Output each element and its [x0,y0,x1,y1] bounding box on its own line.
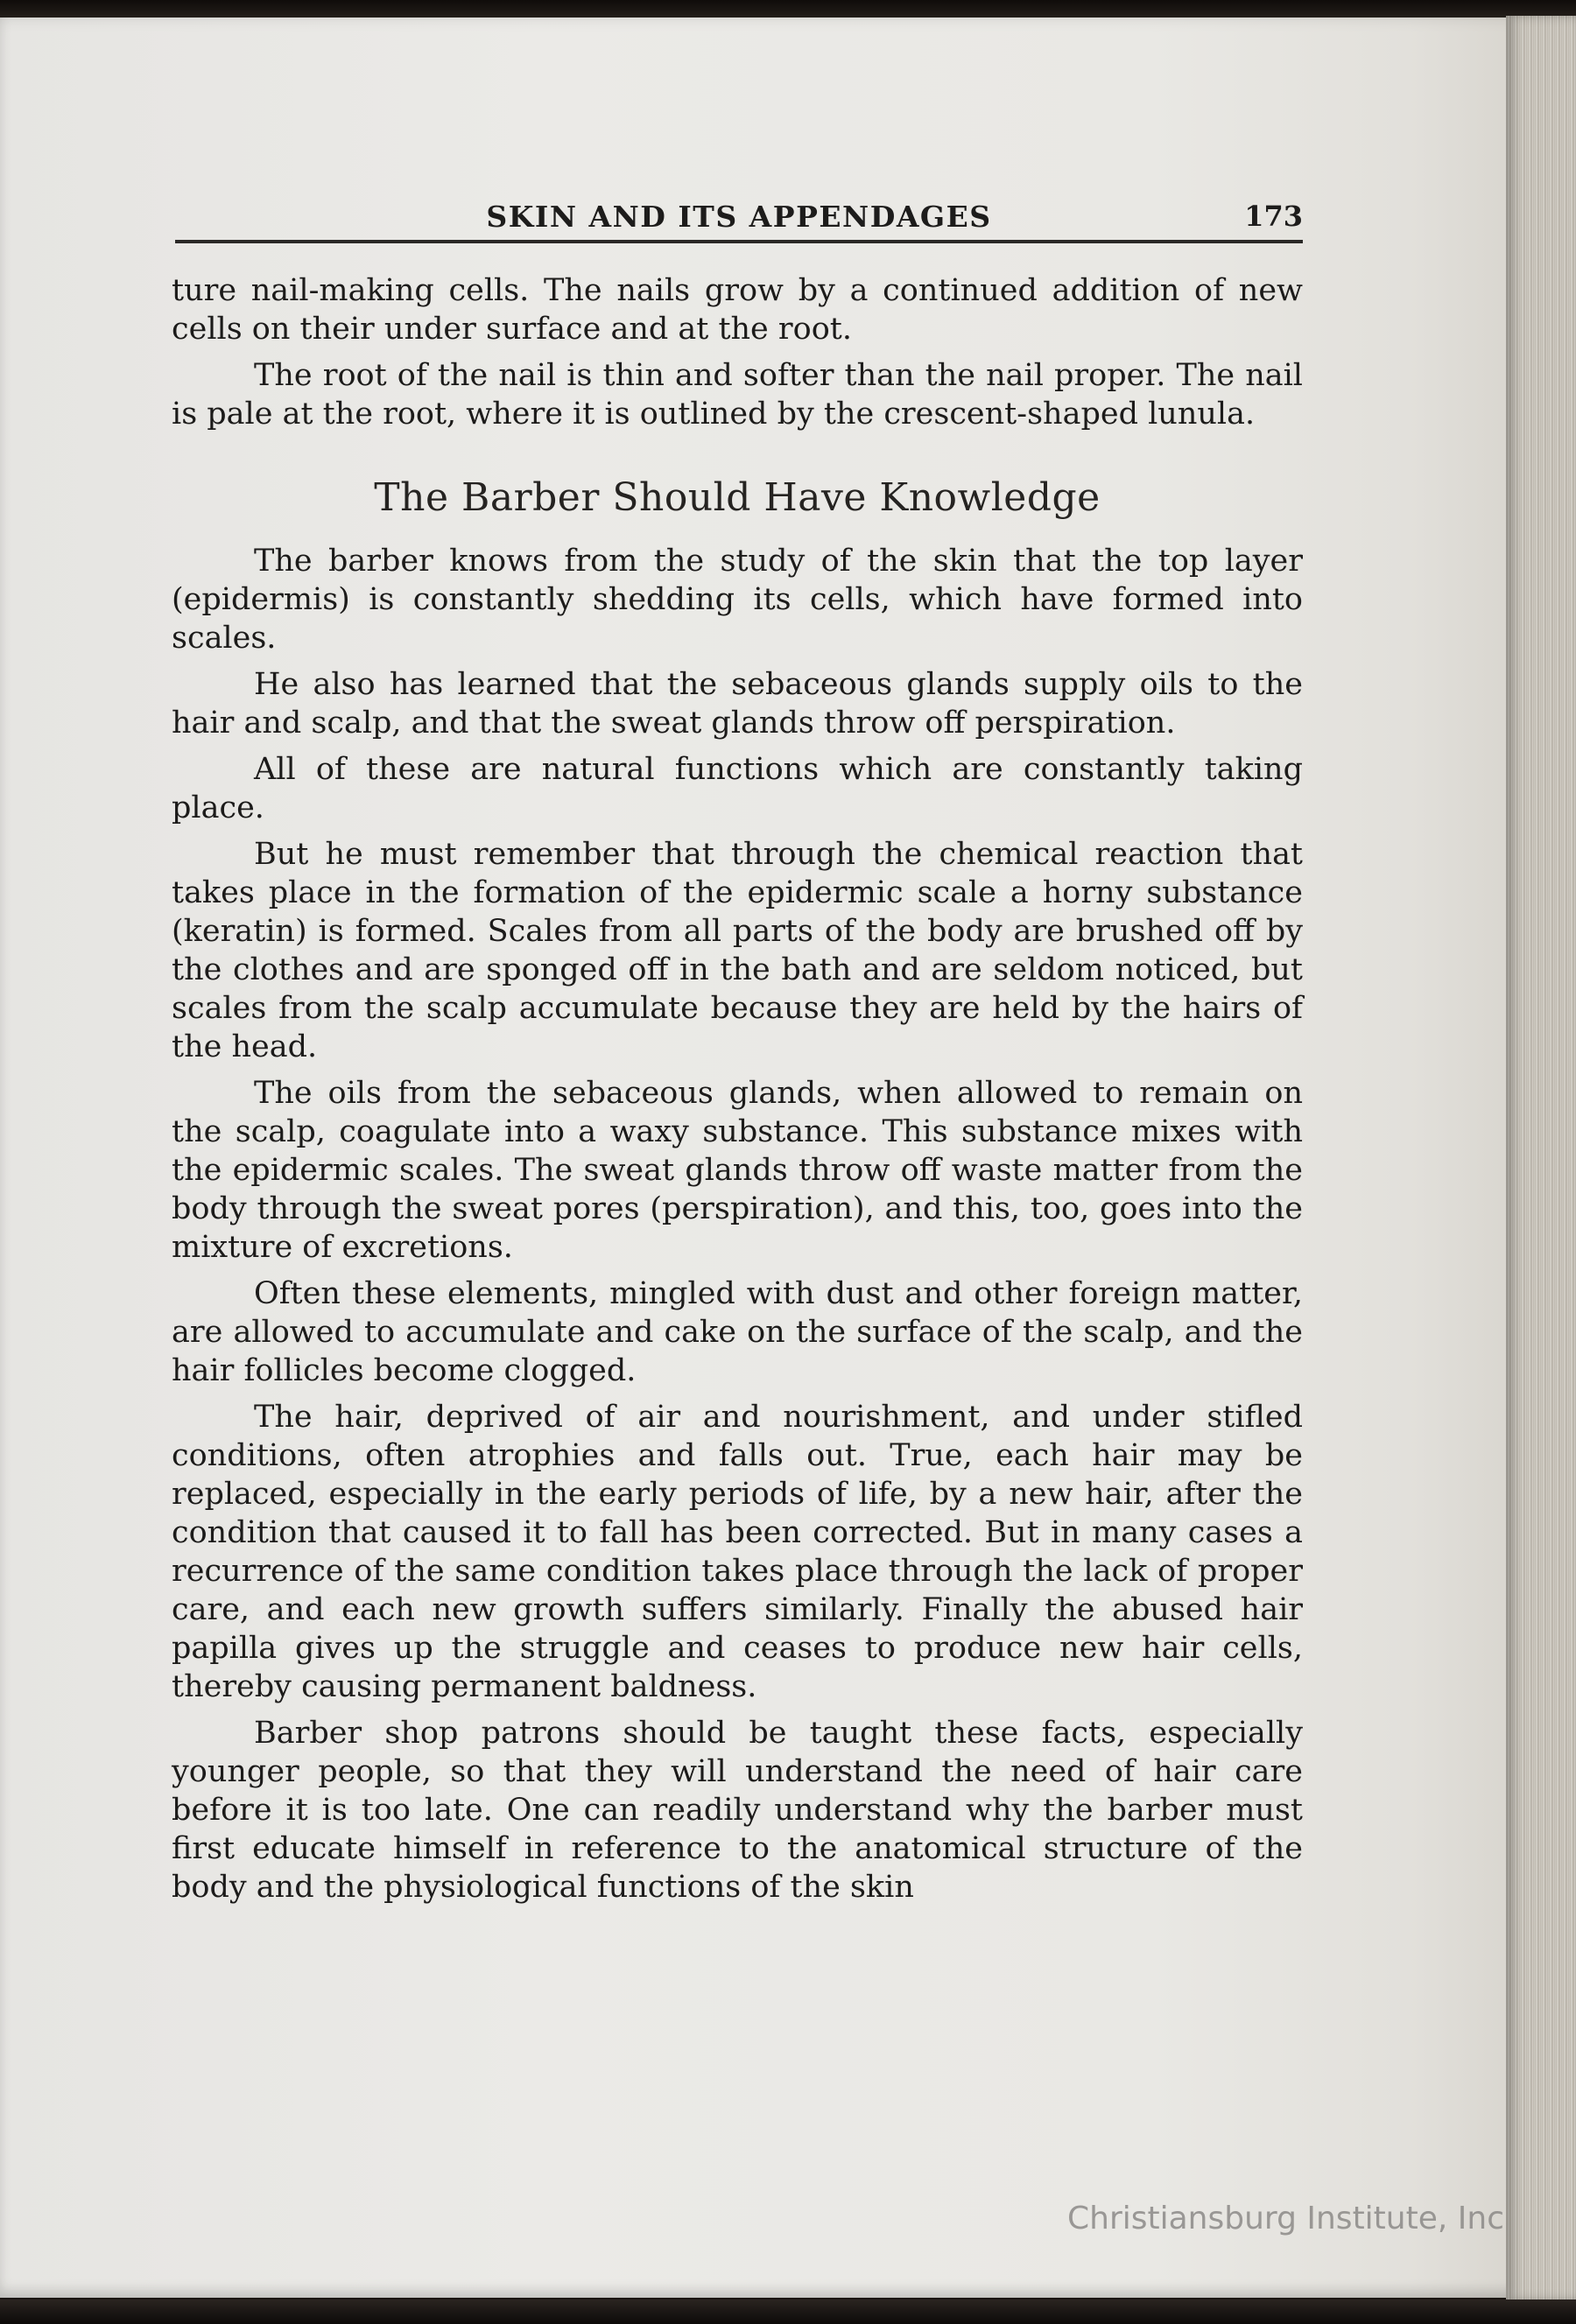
watermark: Christiansburg Institute, Inc [1066,2201,1504,2236]
stacked-page-edges [1506,16,1576,2300]
paragraph: Barber shop patrons should be taught these facts, especially younger people, so that they will understand the need of hair care before it is too late. One can readily understand why the barber must first educate himself in reference to the anatomical structure of the body and the physiological functions of the skin [172,1716,1303,1905]
body-text [172,271,1303,1914]
page-number: 173 [1244,200,1303,233]
section-heading: The Barber Should Have Knowledge [374,475,1101,520]
paragraph: ture nail-making cells. The nails grow by a continued addition of new cells on their under surface and at the root. [172,273,1303,347]
paragraph: He also has learned that the sebaceous glands supply oils to the hair and scalp, and that the sweat glands throw off perspiration. [172,667,1303,741]
paragraph: But he must remember that through the chemical reaction that takes place in the formation of the epidermic scale a horny substance (keratin) is formed. Scales from all parts of the body are brushed off by the clothes and are sponged off in the bath and are seldom noticed, but scales from the scalp accumulate because they are held by the hairs of the head. [172,837,1303,1064]
running-head [175,200,1303,242]
paragraph: All of these are natural functions which are constantly taking place. [172,752,1303,825]
paragraph: The hair, deprived of air and nourishment, and under stifled conditions, often atrophies and falls out. True, each hair may be replaced, especially in the early periods of life, by a new hair, after the condition that caused it to fall has been corrected. But in many cases a recurrence of the same condition takes place through the lack of proper care, and each new growth suffers similarly. Finally the abused hair papilla gives up the struggle and ceases to produce new hair cells, thereby causing permanent baldness. [172,1400,1303,1704]
running-title: SKIN AND ITS APPENDAGES [486,200,992,234]
paragraph: The oils from the sebaceous glands, when allowed to remain on the scalp, coagulate into a waxy substance. This substance mixes with the epidermic scales. The sweat glands throw off waste matter from the body through the sweat pores (perspiration), and this, too, goes into the mixture of excretions. [172,1076,1303,1265]
paragraph: Often these elements, mingled with dust and other foreign matter, are allowed to accumulate and cake on the surface of the scalp, and the hair follicles become clogged. [172,1276,1303,1388]
book-bottom-shadow [0,2299,1576,2324]
paragraph: The root of the nail is thin and softer than the nail proper. The nail is pale at the root, where it is outlined by the crescent-shaped lunula. [172,358,1303,432]
header-rule [175,240,1303,243]
paragraph: The barber knows from the study of the skin that the top layer (epidermis) is constantly shedding its cells, which have formed into scales. [172,544,1303,656]
